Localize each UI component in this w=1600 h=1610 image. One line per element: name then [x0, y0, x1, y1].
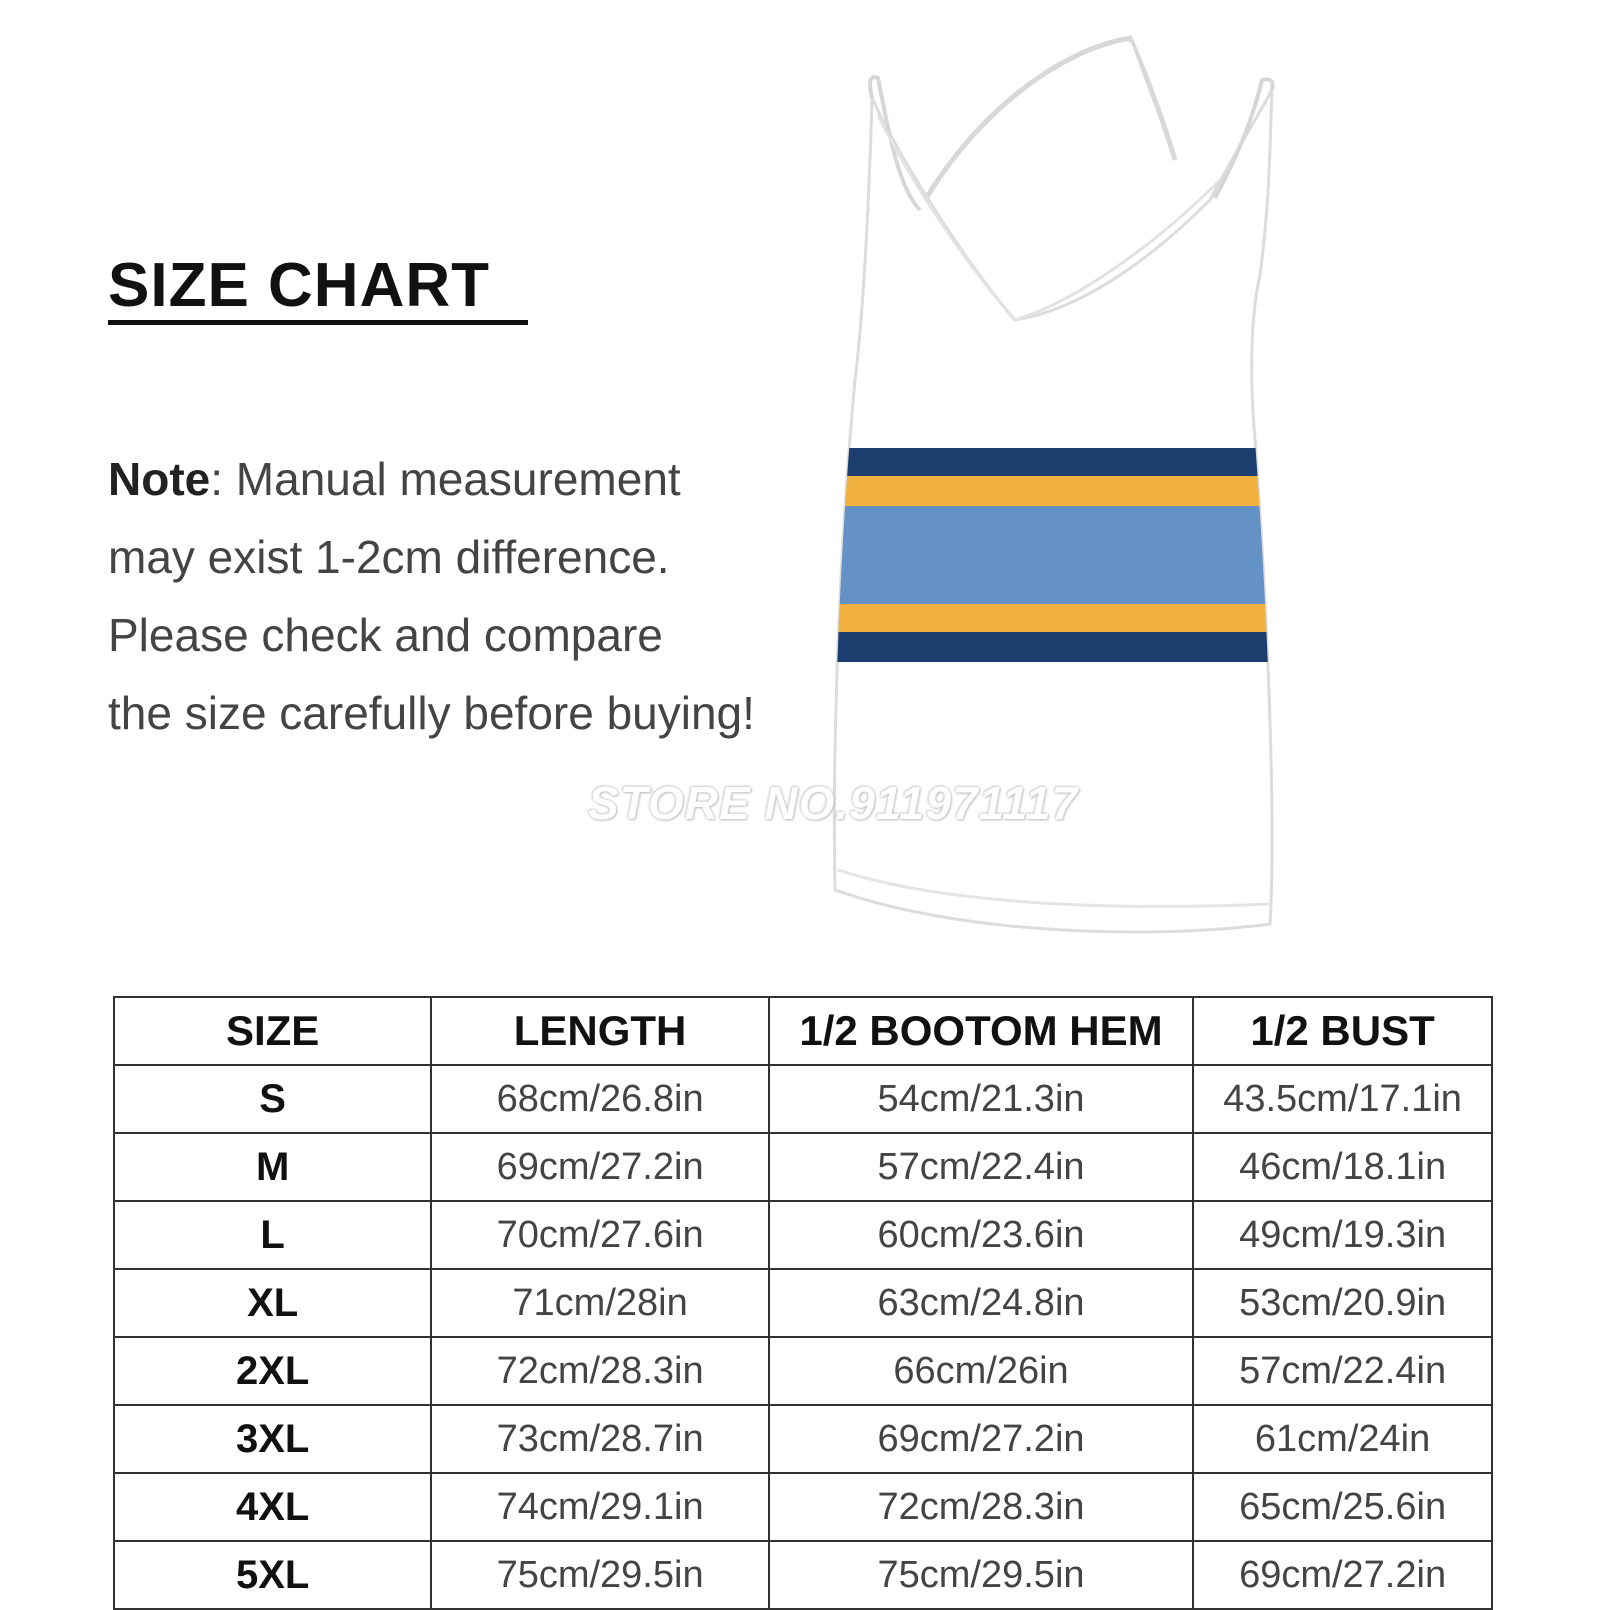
hem-cell: 75cm/29.5in: [769, 1541, 1193, 1609]
hem-cell: 69cm/27.2in: [769, 1405, 1193, 1473]
stripe-navy-top: [830, 448, 1310, 476]
note-text-1: : Manual measurement: [210, 453, 681, 505]
bust-cell: 57cm/22.4in: [1193, 1337, 1492, 1405]
length-cell: 73cm/28.7in: [431, 1405, 769, 1473]
table-row: [114, 1405, 1492, 1473]
size-cell: M: [114, 1133, 431, 1201]
note-label: Note: [108, 453, 211, 505]
table-row: [114, 1269, 1492, 1337]
size-cell: XL: [114, 1269, 431, 1337]
size-table: [113, 996, 1493, 1610]
table-row: [114, 1201, 1492, 1269]
table-row: [114, 1473, 1492, 1541]
size-cell: 5XL: [114, 1541, 431, 1609]
hem-cell: 57cm/22.4in: [769, 1133, 1193, 1201]
header-length: LENGTH: [431, 997, 769, 1065]
note-line-1: [108, 440, 808, 518]
length-cell: 69cm/27.2in: [431, 1133, 769, 1201]
header-bottom-hem: 1/2 BOOTOM HEM: [769, 997, 1193, 1065]
bust-cell: 69cm/27.2in: [1193, 1541, 1492, 1609]
header-bust: 1/2 BUST: [1193, 997, 1492, 1065]
bust-cell: 49cm/19.3in: [1193, 1201, 1492, 1269]
bust-cell: 46cm/18.1in: [1193, 1133, 1492, 1201]
table-header-row: [114, 997, 1492, 1065]
bust-cell: 65cm/25.6in: [1193, 1473, 1492, 1541]
length-cell: 68cm/26.8in: [431, 1065, 769, 1133]
bust-cell: 43.5cm/17.1in: [1193, 1065, 1492, 1133]
length-cell: 71cm/28in: [431, 1269, 769, 1337]
measurement-note: [108, 440, 808, 752]
store-watermark: STORE NO.911971117: [588, 777, 1079, 829]
page-title: SIZE CHART: [108, 251, 490, 320]
stripe-gold-bottom: [830, 604, 1310, 632]
hem-cell: 63cm/24.8in: [769, 1269, 1193, 1337]
table-row: [114, 1541, 1492, 1609]
hem-cell: 60cm/23.6in: [769, 1201, 1193, 1269]
length-cell: 70cm/27.6in: [431, 1201, 769, 1269]
hem-cell: 54cm/21.3in: [769, 1065, 1193, 1133]
title-underline: [108, 320, 528, 325]
stripe-navy-bottom: [830, 632, 1310, 662]
note-line-4: the size carefully before buying!: [108, 687, 755, 739]
table-row: [114, 1065, 1492, 1133]
size-cell: 3XL: [114, 1405, 431, 1473]
note-line-3: Please check and compare: [108, 609, 663, 661]
size-cell: 2XL: [114, 1337, 431, 1405]
stripe-gold-top: [830, 476, 1310, 506]
bust-cell: 61cm/24in: [1193, 1405, 1492, 1473]
hem-cell: 72cm/28.3in: [769, 1473, 1193, 1541]
table-row: [114, 1133, 1492, 1201]
length-cell: 75cm/29.5in: [431, 1541, 769, 1609]
note-line-2: may exist 1-2cm difference.: [108, 531, 670, 583]
length-cell: 72cm/28.3in: [431, 1337, 769, 1405]
size-cell: S: [114, 1065, 431, 1133]
length-cell: 74cm/29.1in: [431, 1473, 769, 1541]
camisole-image: [830, 20, 1310, 980]
header-size: SIZE: [114, 997, 431, 1065]
hem-cell: 66cm/26in: [769, 1337, 1193, 1405]
size-cell: 4XL: [114, 1473, 431, 1541]
table-row: [114, 1337, 1492, 1405]
bust-cell: 53cm/20.9in: [1193, 1269, 1492, 1337]
size-cell: L: [114, 1201, 431, 1269]
stripe-blue-center: [830, 506, 1310, 604]
